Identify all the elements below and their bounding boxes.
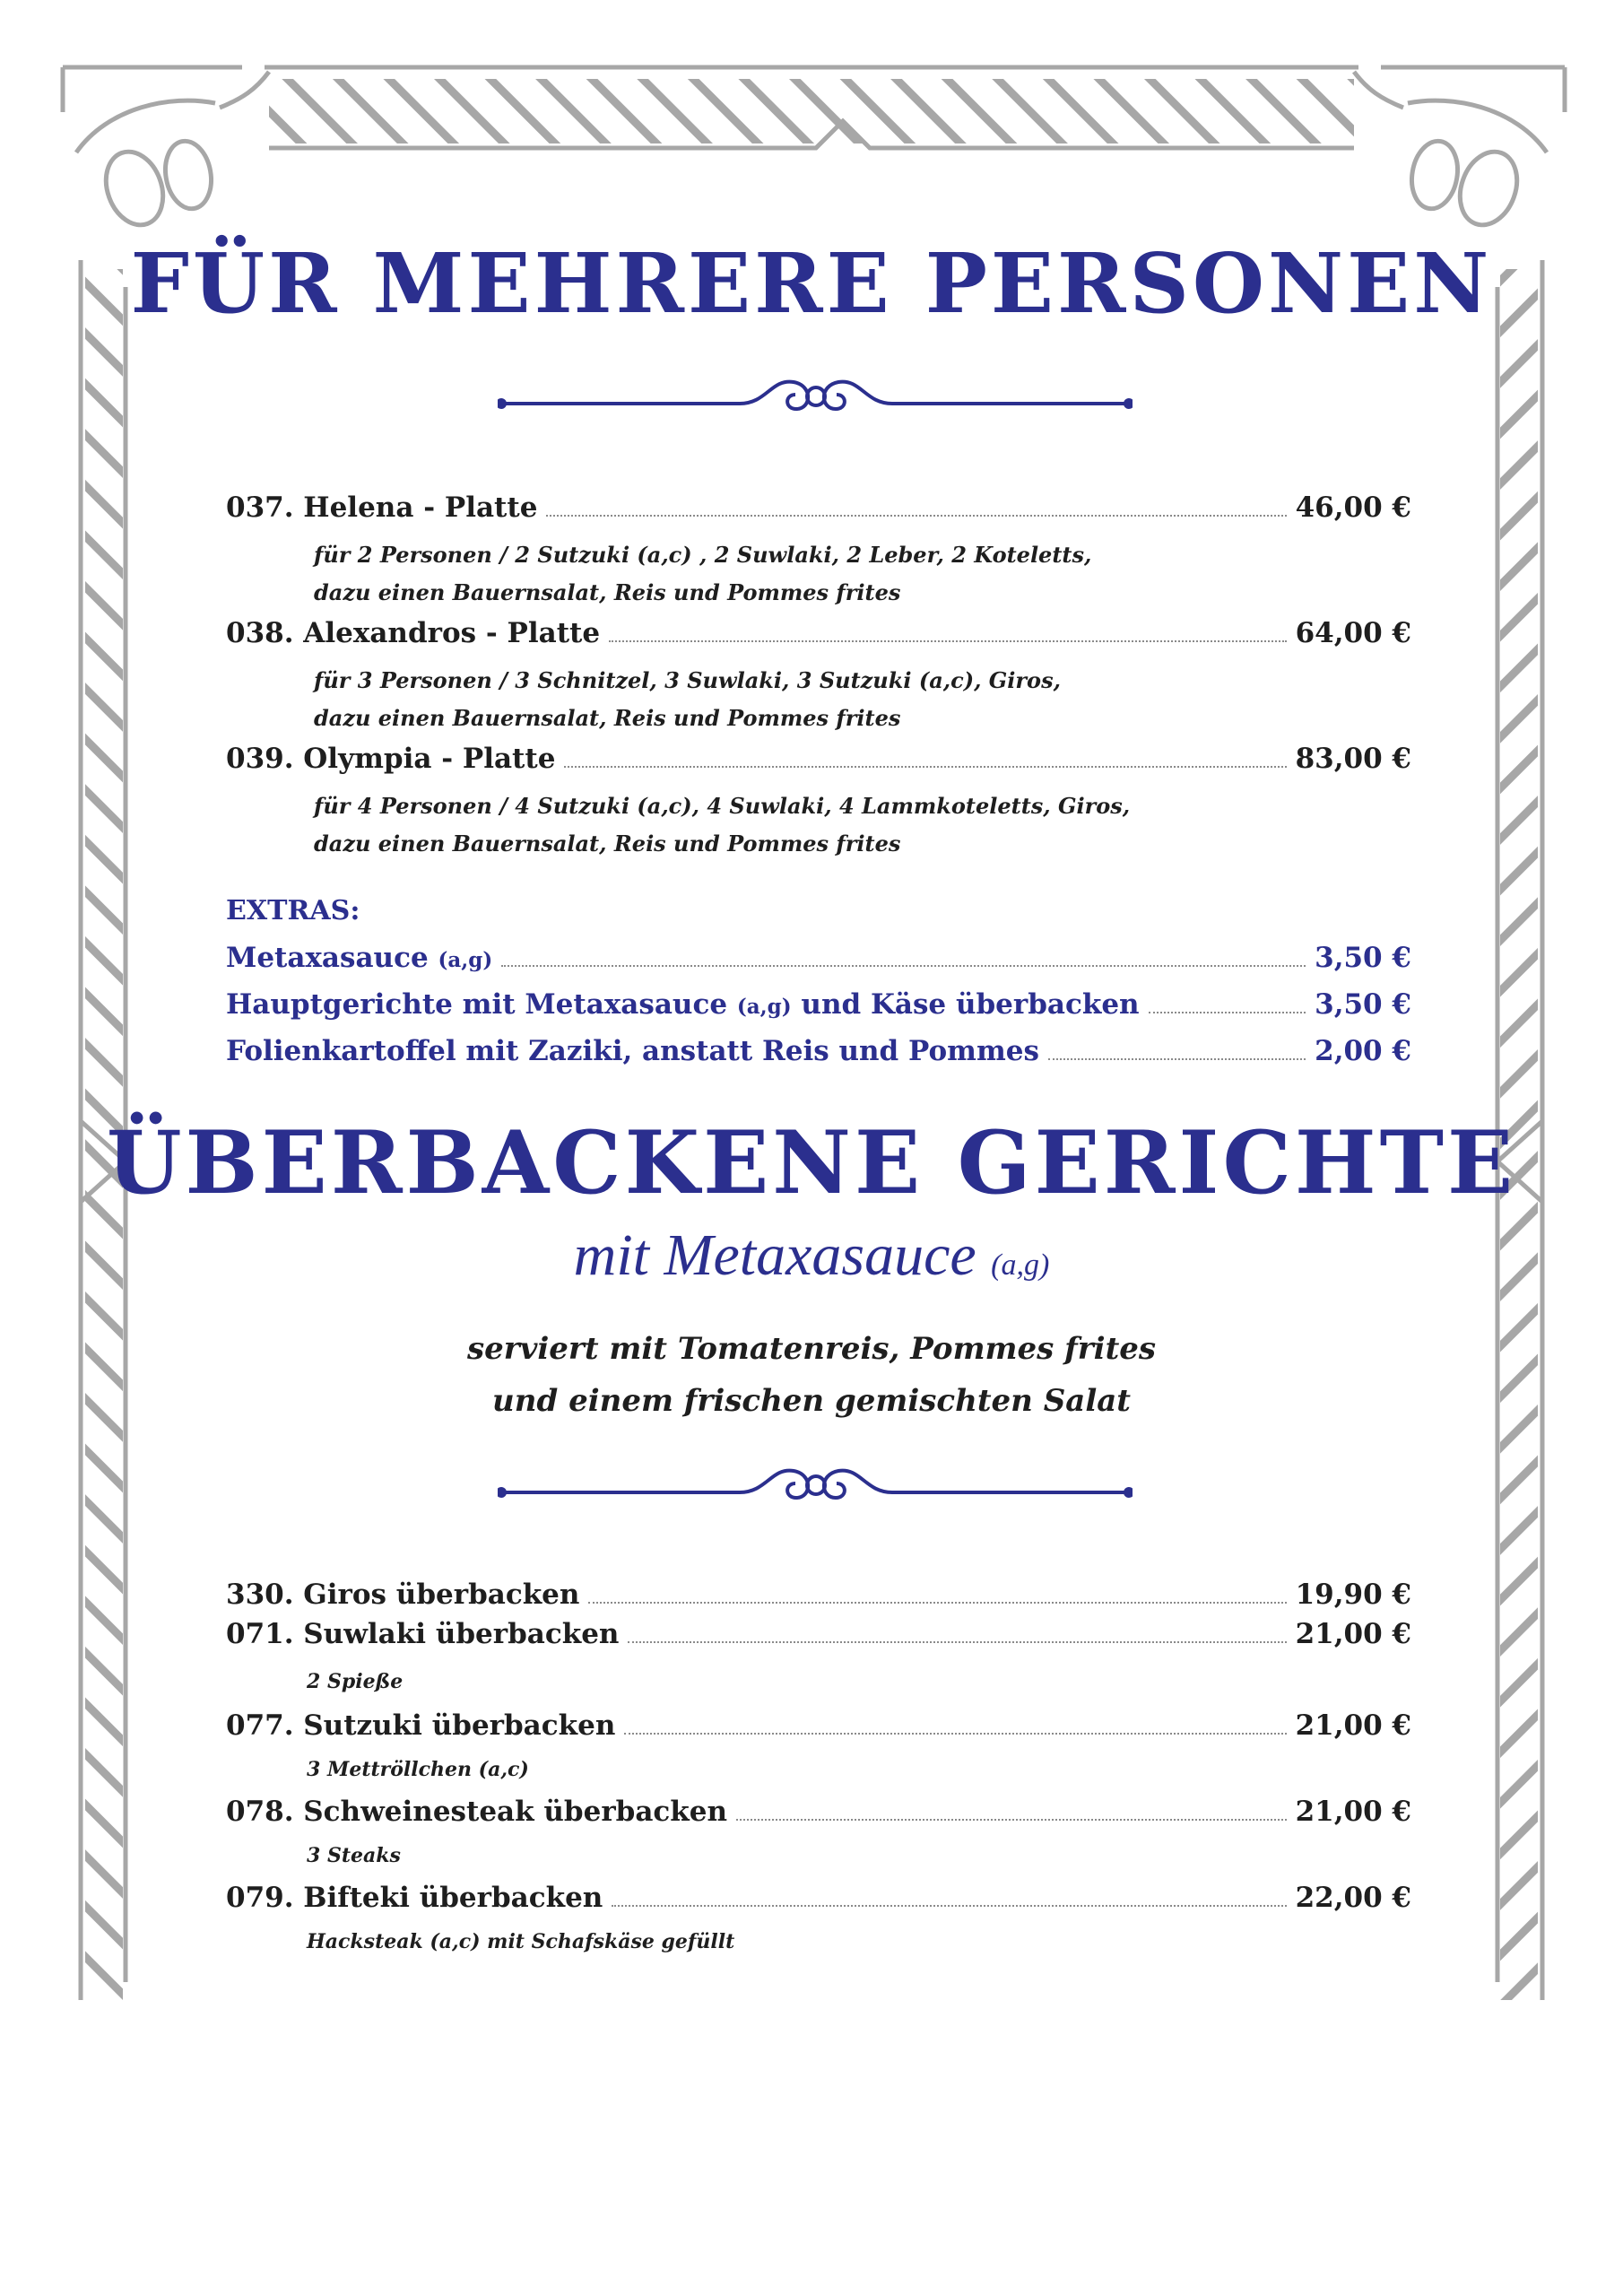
menu-item-330 [226, 1578, 1411, 1611]
item-name: 330. Giros überbacken [226, 1578, 580, 1611]
item-price: 64,00 € [1295, 617, 1411, 649]
ornament-divider [498, 370, 1133, 432]
section-title-mehrere-personen: FÜR MEHRERE PERSONEN [130, 235, 1493, 332]
dot-leader [501, 965, 1306, 967]
extra-name: Hauptgerichte mit Metaxasauce (a,g) und Käse überbacken [226, 988, 1140, 1021]
item-description: dazu einen Bauernsalat, Reis und Pommes frites [314, 579, 901, 605]
extra-item [226, 1035, 1411, 1067]
dot-leader [588, 1602, 1286, 1604]
extras-label: EXTRAS: [226, 895, 360, 926]
item-description: 2 Spieße [307, 1670, 404, 1693]
item-price: 21,00 € [1295, 1796, 1411, 1828]
extra-price: 3,50 € [1315, 942, 1411, 974]
menu-item-037 [226, 491, 1411, 524]
dot-leader [1048, 1058, 1306, 1060]
menu-item-079 [226, 1882, 1411, 1914]
item-description: Hacksteak (a,c) mit Schafskäse gefüllt [307, 1930, 735, 1953]
item-description: 3 Steaks [307, 1844, 401, 1867]
dot-leader [736, 1819, 1287, 1821]
dot-leader [609, 640, 1286, 642]
item-price: 46,00 € [1295, 491, 1411, 524]
item-price: 22,00 € [1295, 1882, 1411, 1914]
menu-item-078 [226, 1796, 1411, 1828]
item-price: 83,00 € [1295, 743, 1411, 775]
extra-price: 2,00 € [1315, 1035, 1411, 1067]
item-name: 037. Helena - Platte [226, 491, 538, 524]
extra-name: Folienkartoffel mit Zaziki, anstatt Reis und Pommes [226, 1035, 1039, 1067]
section-title-ueberbackene-gerichte: ÜBERBACKENE GERICHTE [106, 1112, 1517, 1213]
item-price: 21,00 € [1295, 1709, 1411, 1742]
item-description: dazu einen Bauernsalat, Reis und Pommes frites [314, 705, 901, 731]
item-name: 079. Bifteki überbacken [226, 1882, 603, 1914]
section-subtitle: mit Metaxasauce (a,g) [573, 1222, 1050, 1288]
item-name: 038. Alexandros - Platte [226, 617, 601, 649]
dot-leader [624, 1733, 1286, 1735]
dot-leader [628, 1641, 1286, 1643]
extra-item [226, 942, 1411, 974]
menu-item-071 [226, 1618, 1411, 1650]
item-description: für 4 Personen / 4 Sutzuki (a,c), 4 Suwlaki, 4 Lammkoteletts, Giros, [314, 793, 1131, 819]
menu-item-077 [226, 1709, 1411, 1742]
item-name: 077. Sutzuki überbacken [226, 1709, 616, 1742]
extra-price: 3,50 € [1315, 988, 1411, 1021]
ornament-divider [498, 1458, 1133, 1521]
item-description: für 2 Personen / 2 Sutzuki (a,c) , 2 Suwlaki, 2 Leber, 2 Koteletts, [314, 542, 1092, 568]
item-name: 039. Olympia - Platte [226, 743, 556, 775]
dot-leader [612, 1905, 1286, 1907]
served-with-line: und einem frischen gemischten Salat [492, 1383, 1131, 1419]
dot-leader [564, 766, 1286, 768]
item-description: dazu einen Bauernsalat, Reis und Pommes frites [314, 831, 901, 857]
dot-leader [1149, 1012, 1306, 1013]
item-price: 21,00 € [1295, 1618, 1411, 1650]
menu-item-039 [226, 743, 1411, 775]
served-with-line: serviert mit Tomatenreis, Pommes frites [466, 1331, 1157, 1367]
item-name: 071. Suwlaki überbacken [226, 1618, 620, 1650]
item-description: 3 Mettröllchen (a,c) [307, 1758, 529, 1781]
dot-leader [546, 515, 1286, 517]
extra-item [226, 988, 1411, 1021]
item-price: 19,90 € [1295, 1578, 1411, 1611]
extra-name: Metaxasauce (a,g) [226, 942, 493, 974]
menu-item-038 [226, 617, 1411, 649]
item-name: 078. Schweinesteak überbacken [226, 1796, 728, 1828]
item-description: für 3 Personen / 3 Schnitzel, 3 Suwlaki, 3 Sutzuki (a,c), Giros, [314, 667, 1061, 693]
